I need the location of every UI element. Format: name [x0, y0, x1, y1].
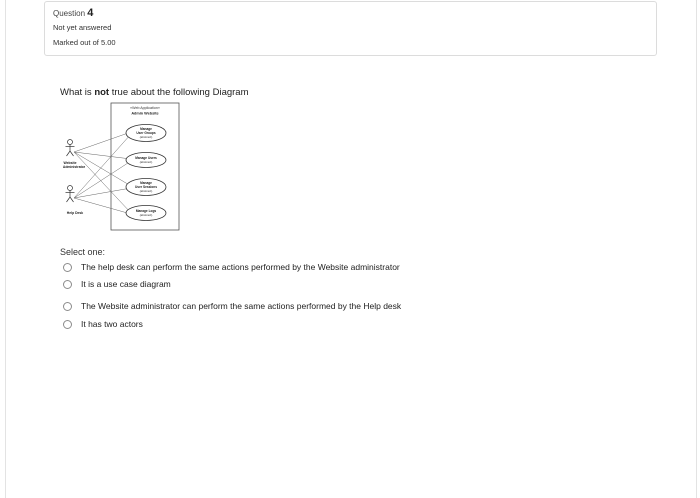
- question-text: [60, 87, 249, 98]
- radio-button[interactable]: [63, 263, 72, 272]
- question-text-end: true about the following Diagram: [109, 87, 249, 98]
- use-case-manage-user-sessions: [126, 179, 166, 196]
- actor-label-help-desk: Help Desk: [66, 211, 84, 215]
- system-stereotype: «Web Application»: [130, 106, 160, 110]
- svg-text:Manage Logs: Manage Logs: [135, 209, 157, 213]
- answer-option-label: It has two actors: [81, 319, 143, 329]
- use-case-manage-user-groups: [126, 125, 166, 142]
- svg-text:{abstract}: {abstract}: [139, 189, 153, 193]
- select-one-label: Select one:: [60, 247, 106, 257]
- use-case-manage-users: [126, 153, 166, 168]
- actor-help-desk: [66, 186, 75, 203]
- svg-text:User Sessions: User Sessions: [135, 185, 157, 189]
- radio-button[interactable]: [63, 280, 72, 289]
- actor-label-website-administrator-line1: Website: [63, 161, 77, 165]
- answer-option-label: The Website administrator can perform the same actions performed by the Help desk: [81, 301, 402, 311]
- svg-text:Manage Users: Manage Users: [135, 156, 157, 160]
- svg-text:Manage: Manage: [140, 181, 152, 185]
- question-text-emphasis: not: [94, 87, 110, 98]
- actor-website-administrator: [66, 140, 75, 157]
- answer-option-label: The help desk can perform the same actions performed by the Website administrator: [81, 262, 400, 272]
- radio-button[interactable]: [63, 302, 72, 311]
- radio-button[interactable]: [63, 320, 72, 329]
- actor-label-website-administrator-line2: Administrator: [62, 165, 86, 169]
- svg-text:{abstract}: {abstract}: [139, 135, 153, 139]
- svg-text:{abstract}: {abstract}: [139, 160, 153, 164]
- answer-option-label: It is a use case diagram: [81, 279, 171, 289]
- svg-text:Manage: Manage: [140, 127, 152, 131]
- question-text-start: What is: [60, 87, 95, 98]
- page-frame: [5, 0, 697, 498]
- question-status: Not yet answered: [53, 23, 112, 32]
- question-heading: [53, 7, 648, 20]
- answer-option-4[interactable]: [63, 319, 143, 329]
- answer-option-3[interactable]: [63, 301, 401, 311]
- use-case-manage-logs: [126, 206, 166, 221]
- question-label: Question: [53, 9, 86, 18]
- question-number: 4: [87, 7, 94, 19]
- question-marks: Marked out of 5.00: [53, 38, 116, 47]
- system-name: Admin Website: [131, 111, 159, 116]
- svg-text:User Groups: User Groups: [136, 131, 156, 135]
- answer-option-2[interactable]: [63, 279, 171, 289]
- answer-option-1[interactable]: [63, 262, 400, 272]
- use-case-diagram: [60, 100, 180, 232]
- question-info-panel: [44, 1, 657, 56]
- svg-text:{abstract}: {abstract}: [139, 213, 153, 217]
